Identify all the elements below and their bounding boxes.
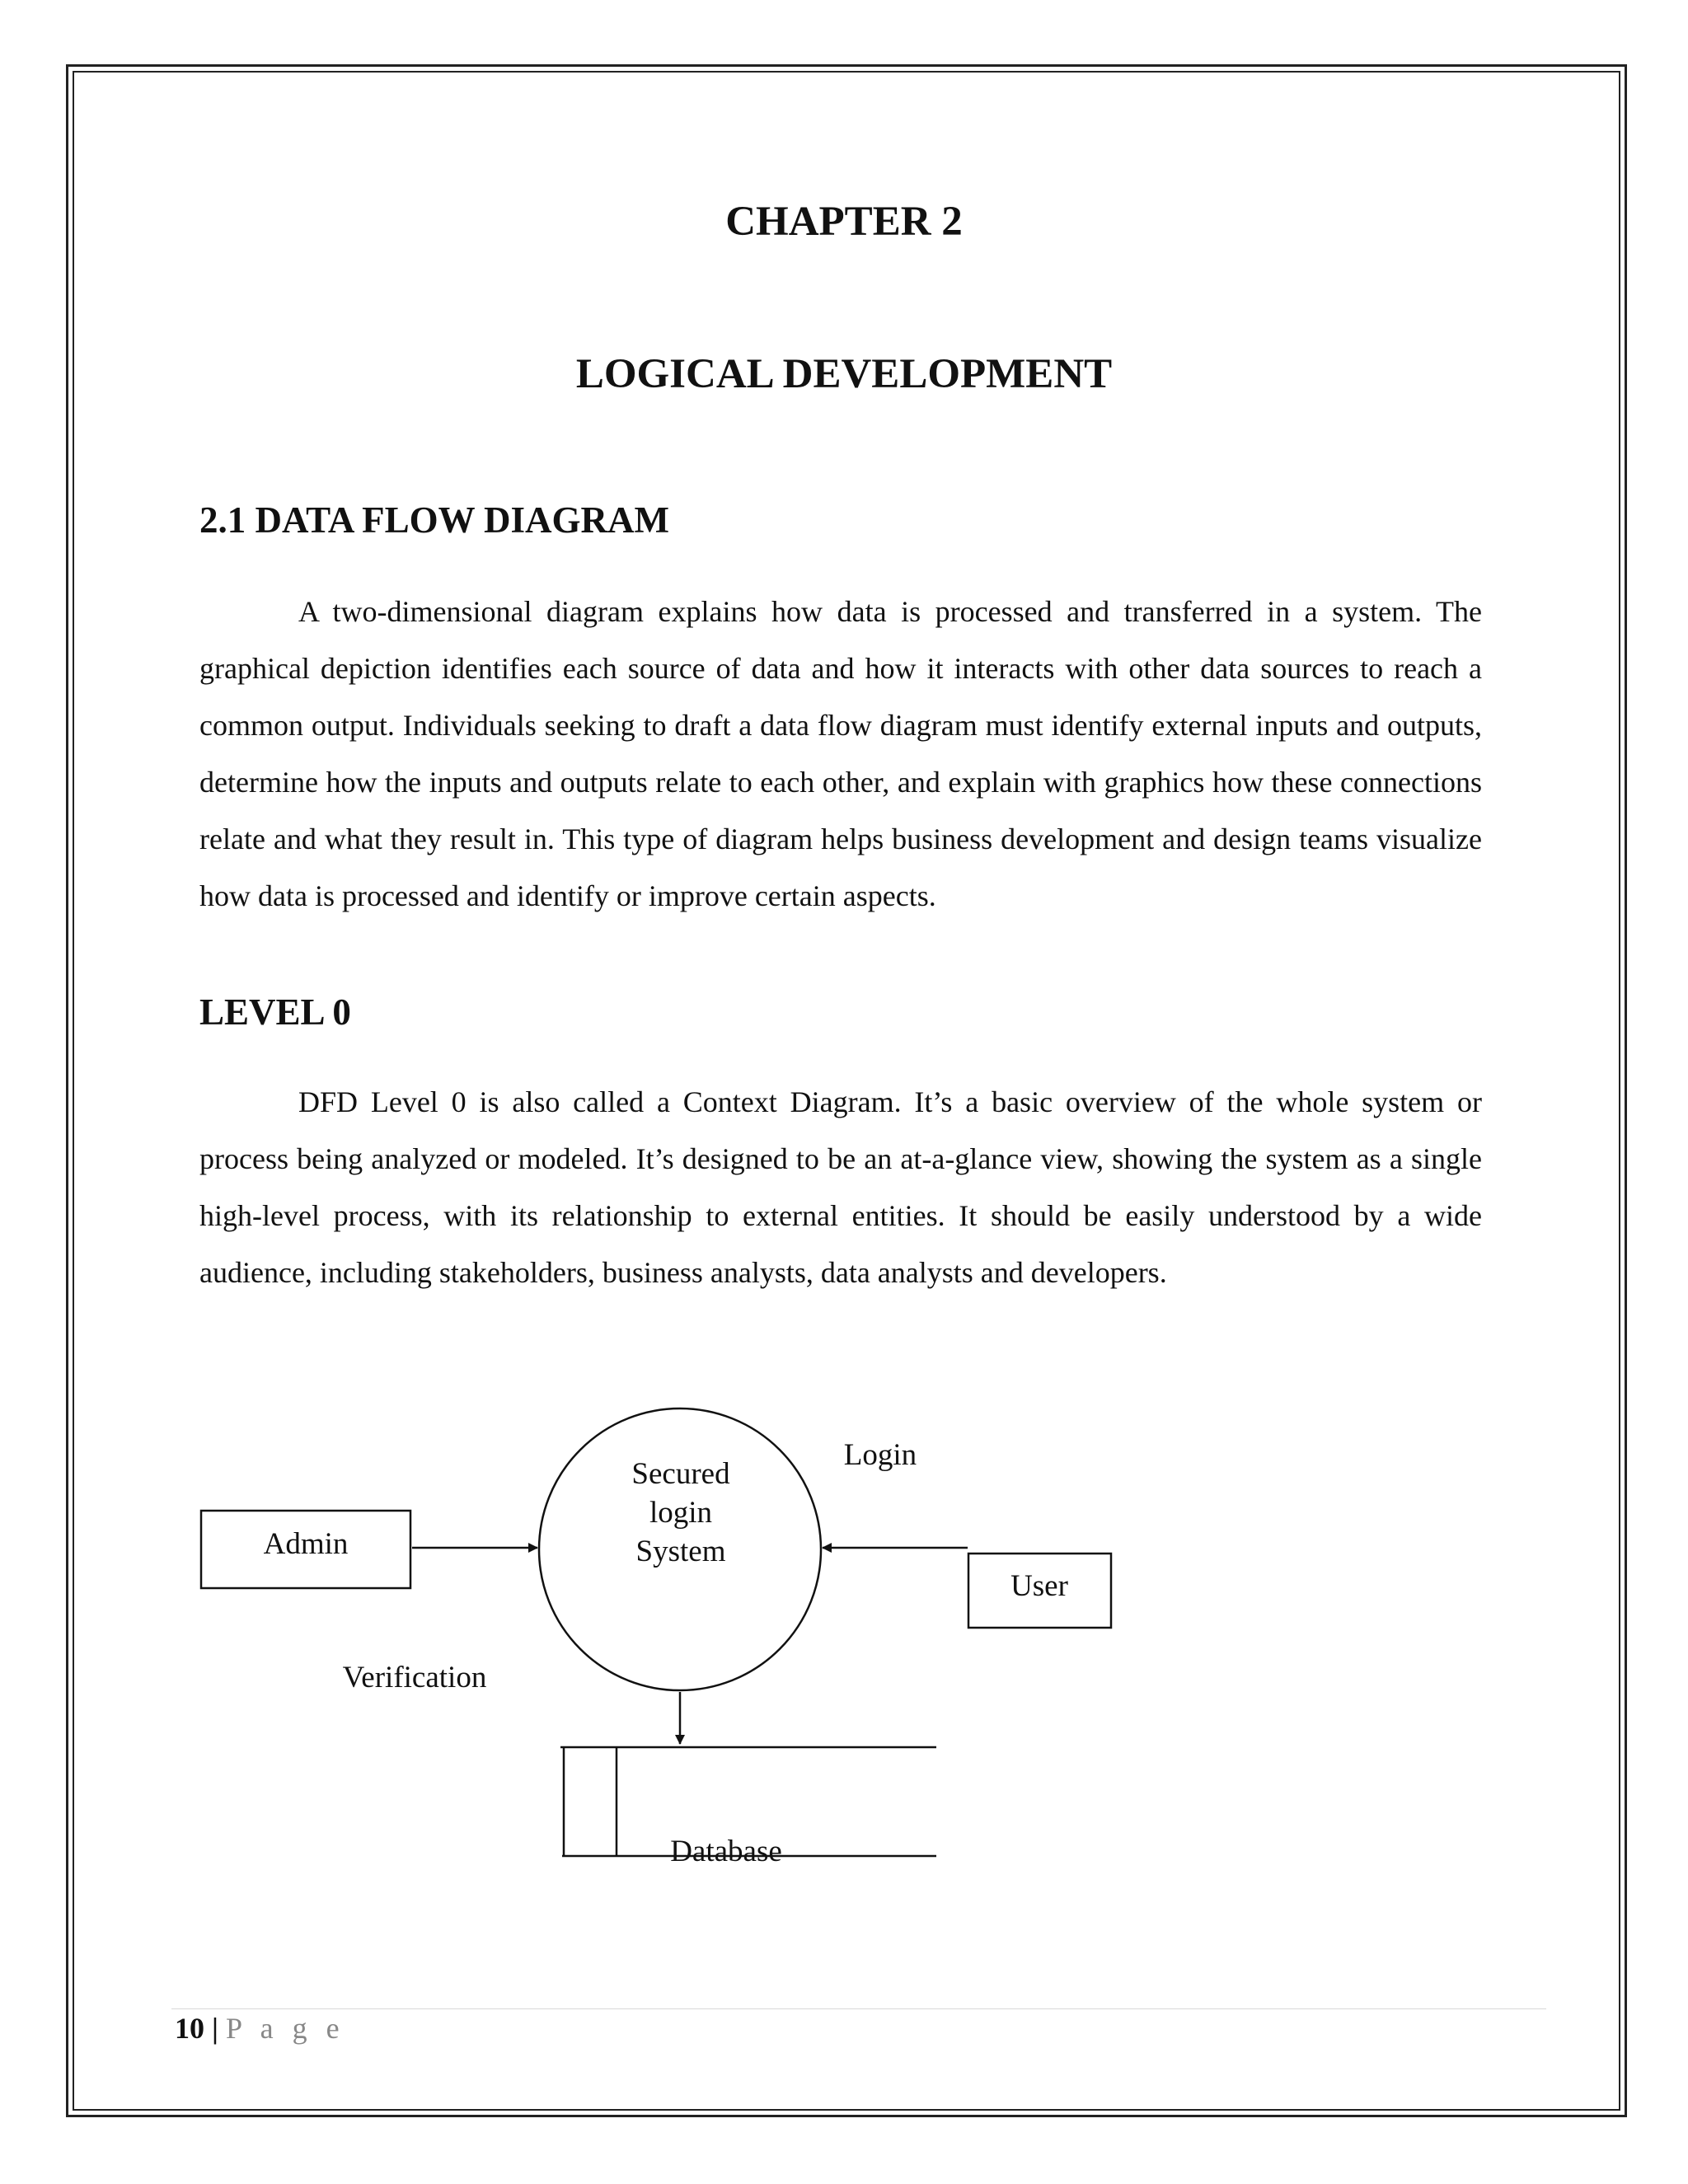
section-paragraph-text: A two-dimensional diagram explains how data is processed and transferred in a system. The graphical depiction identifies each source of data and how it interacts with other data sources to reach a common output. Individuals seeking to draft a data flow diagram must identify external inputs and outputs, determine how the inputs and outputs relate to each other, and explain with graphics how these connections relate and what they result in. This type of diagram helps business development and design teams visualize how data is processed and identify or improve certain aspects. — [199, 595, 1482, 912]
page-word: P a g e — [225, 2012, 345, 2045]
process-label-line3: System — [635, 1535, 726, 1568]
process-label-line2: login — [649, 1496, 713, 1530]
process-label-line1: Secured — [631, 1457, 730, 1491]
user-entity-label: User — [1010, 1569, 1068, 1603]
verification-label: Verification — [342, 1661, 487, 1694]
level-paragraph-text: DFD Level 0 is also called a Context Diagram. It’s a basic overview of the whole system or process being analyzed or modeled. It’s designed to be an at-a-glance view, showing the system as a single high-level process, with its relationship to external entities. It should be easily understood by a wide audience, including stakeholders, business analysts, data analysts and developers. — [199, 1085, 1482, 1289]
level-heading: LEVEL 0 — [199, 991, 351, 1033]
login-label: Login — [843, 1438, 917, 1472]
footer-divider — [171, 2008, 1546, 2009]
chapter-label: CHAPTER 2 — [725, 199, 963, 245]
page-footer — [175, 2011, 345, 2046]
chapter-title: LOGICAL DEVELOPMENT — [575, 351, 1113, 397]
footer-separator: | — [212, 2012, 218, 2045]
page-number: 10 — [175, 2012, 204, 2045]
database-label: Database — [670, 1835, 782, 1868]
section-heading: 2.1 DATA FLOW DIAGRAM — [199, 499, 670, 541]
level-paragraph — [199, 1074, 1482, 1301]
section-paragraph — [199, 583, 1482, 925]
admin-entity-label: Admin — [263, 1527, 349, 1561]
